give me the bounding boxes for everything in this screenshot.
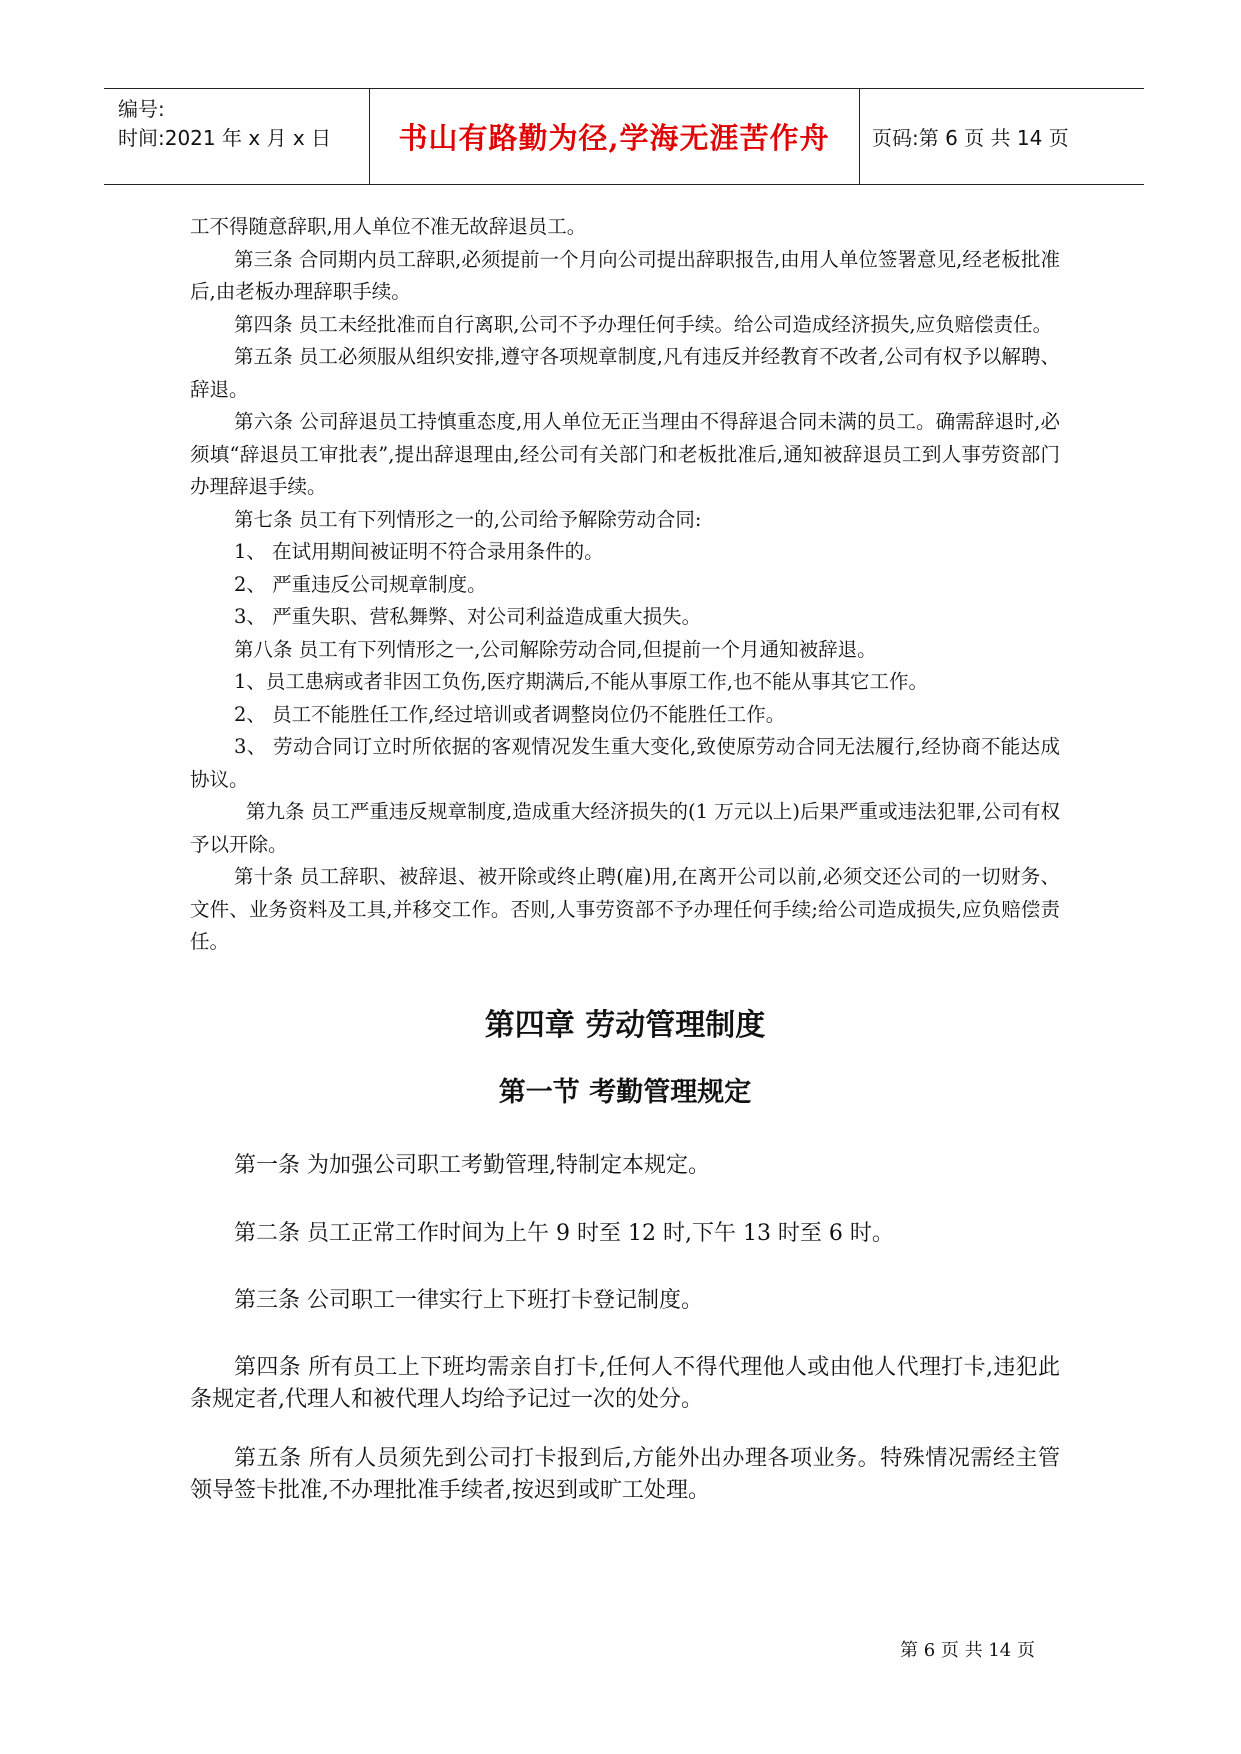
body-text-top bbox=[190, 211, 1060, 959]
list-item: 1、员工患病或者非因工负伤,医疗期满后,不能从事原工作,也不能从事其它工作。 bbox=[234, 670, 929, 693]
paragraph: 第五条 员工必须服从组织安排,遵守各项规章制度,凡有违反并经教育不改者,公司有权予以解聘、辞退。 bbox=[190, 345, 1060, 401]
paragraph: 第十条 员工辞职、被辞退、被开除或终止聘(雇)用,在离开公司以前,必须交还公司的一切财务、文件、业务资料及工具,并移交工作。否则,人事劳资部不予办理任何手续;给公司造成损失,应负赔偿责任。 bbox=[190, 865, 1060, 953]
number-label: 编号: bbox=[118, 97, 165, 121]
list-item: 2、 严重违反公司规章制度。 bbox=[234, 572, 487, 596]
section-title: 第一节 考勤管理规定 bbox=[498, 1077, 752, 1108]
time-label: 时间:2021 年 x 月 x 日 bbox=[118, 126, 332, 150]
list-item: 1、 在试用期间被证明不符合录用条件的。 bbox=[234, 540, 604, 563]
paragraph: 第九条 员工严重违反规章制度,造成重大经济损失的(1 万元以上)后果严重或违法犯罪,公司有权予以开除。 bbox=[190, 800, 1060, 856]
paragraph: 第七条 员工有下列情形之一的,公司给予解除劳动合同: bbox=[234, 507, 702, 531]
paragraph: 第四条 员工未经批准而自行离职,公司不予办理任何手续。给公司造成经济损失,应负赔偿责任。 bbox=[234, 312, 1053, 336]
header-left bbox=[118, 95, 331, 153]
list-item: 3、 劳动合同订立时所依据的客观情况发生重大变化,致使原劳动合同无法履行,经协商不能达成协议。 bbox=[190, 735, 1060, 791]
paragraph: 第三条 公司职工一律实行上下班打卡登记制度。 bbox=[234, 1288, 703, 1313]
header-divider-right bbox=[859, 89, 860, 184]
paragraph: 第三条 合同期内员工辞职,必须提前一个月向公司提出辞职报告,由用人单位签署意见,经老板批准后,由老板办理辞职手续。 bbox=[190, 247, 1060, 303]
list-item: 2、 员工不能胜任工作,经过培训或者调整岗位仍不能胜任工作。 bbox=[234, 702, 786, 726]
paragraph: 第一条 为加强公司职工考勤管理,特制定本规定。 bbox=[234, 1153, 710, 1178]
list-item: 3、 严重失职、营私舞弊、对公司利益造成重大损失。 bbox=[234, 605, 702, 628]
page-footer: 第 6 页 共 14 页 bbox=[900, 1640, 1035, 1661]
paragraph: 第二条 员工正常工作时间为上午 9 时至 12 时,下午 13 时至 6 时。 bbox=[234, 1221, 894, 1246]
paragraph: 第五条 所有人员须先到公司打卡报到后,方能外出办理各项业务。特殊情况需经主管领导签卡批准,不办理批准手续者,按迟到或旷工处理。 bbox=[190, 1446, 1060, 1503]
paragraph: 第四条 所有员工上下班均需亲自打卡,任何人不得代理他人或由他人代理打卡,违犯此条规定者,代理人和被代理人均给予记过一次的处分。 bbox=[190, 1355, 1060, 1412]
paragraph: 工不得随意辞职,用人单位不准无故辞退员工。 bbox=[190, 215, 587, 238]
chapter-title: 第四章 劳动管理制度 bbox=[484, 1008, 766, 1043]
header-motto: 书山有路勤为径,学海无涯苦作舟 bbox=[398, 121, 830, 155]
paragraph: 第八条 员工有下列情形之一,公司解除劳动合同,但提前一个月通知被辞退。 bbox=[234, 637, 877, 661]
page-header bbox=[104, 88, 1144, 185]
paragraph: 第六条 公司辞退员工持慎重态度,用人单位无正当理由不得辞退合同未满的员工。确需辞退时,必须填“辞退员工审批表”,提出辞退理由,经公司有关部门和老板批准后,通知被辞退员工到人事劳资部门办理辞退手续。 bbox=[190, 410, 1060, 498]
header-page-label: 页码:第 6 页 共 14 页 bbox=[872, 126, 1069, 150]
